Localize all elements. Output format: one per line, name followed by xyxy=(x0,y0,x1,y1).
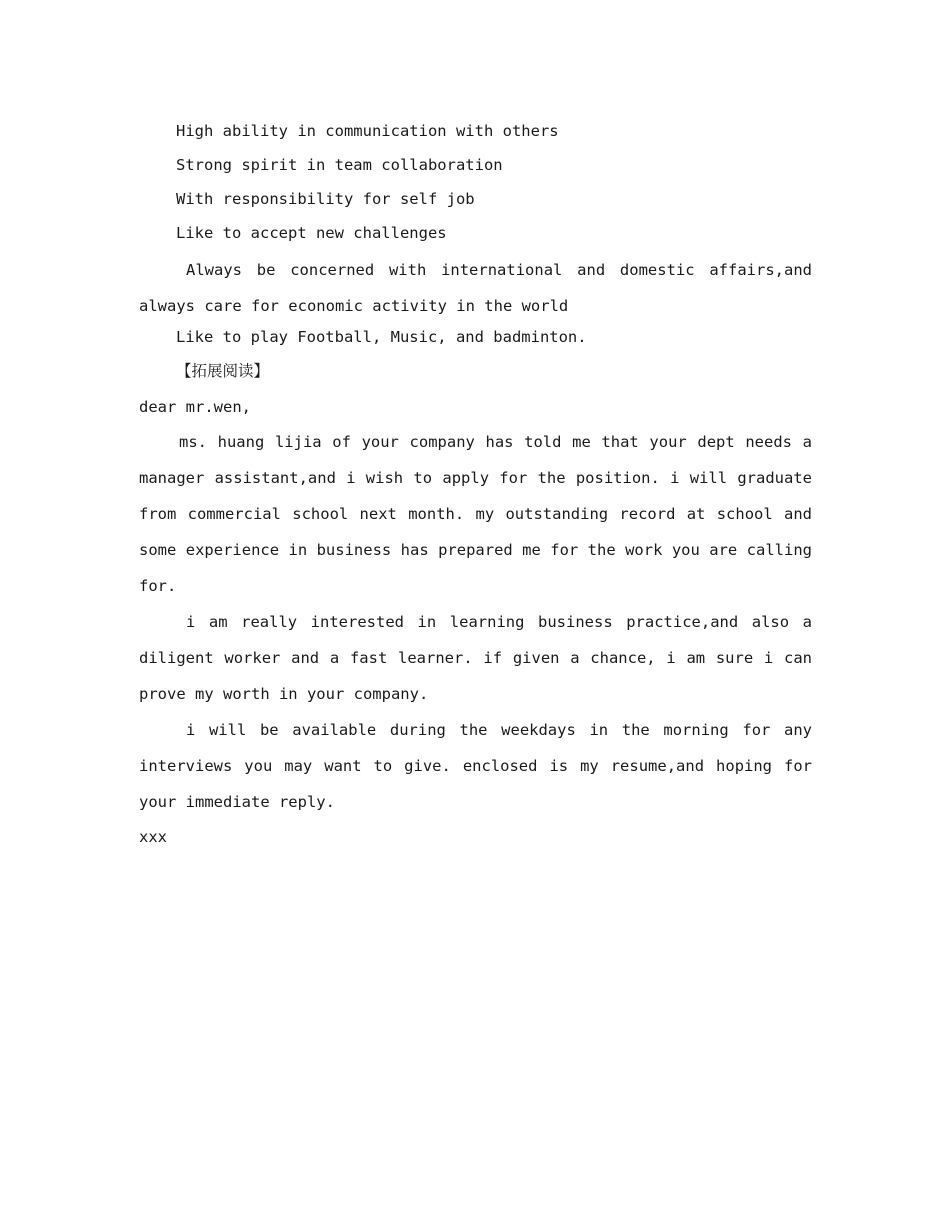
document-body xyxy=(139,116,812,854)
extended-reading-heading: 【拓展阅读】 xyxy=(176,362,270,380)
hobbies-line: Like to play Football, Music, and badminton. xyxy=(176,328,587,346)
skill-challenges: Like to accept new challenges xyxy=(176,224,447,242)
letter-paragraph-2: i am really interested in learning business practice,and also a diligent worker and a fast learner. if given a chance, i am sure i can prove my worth in your company. xyxy=(139,613,812,703)
letter-signature: xxx xyxy=(139,828,167,846)
skill-communication: High ability in communication with others xyxy=(176,122,559,140)
affairs-paragraph: Always be concerned with international and domestic affairs,and always care for economic activity in the world xyxy=(139,261,812,315)
letter-paragraph-3: i will be available during the weekdays in the morning for any interviews you may want to give. enclosed is my resume,and hoping for your immediate reply. xyxy=(139,721,812,811)
skill-responsibility: With responsibility for self job xyxy=(176,190,475,208)
letter-salutation: dear mr.wen, xyxy=(139,398,251,416)
letter-paragraph-1: ms. huang lijia of your company has told me that your dept needs a manager assistant,and i wish to apply for the position. i will graduate from commercial school next month. my outstanding record at school and some experience in business has prepared me for the work you are calling for. xyxy=(139,433,812,595)
skill-teamwork: Strong spirit in team collaboration xyxy=(176,156,503,174)
